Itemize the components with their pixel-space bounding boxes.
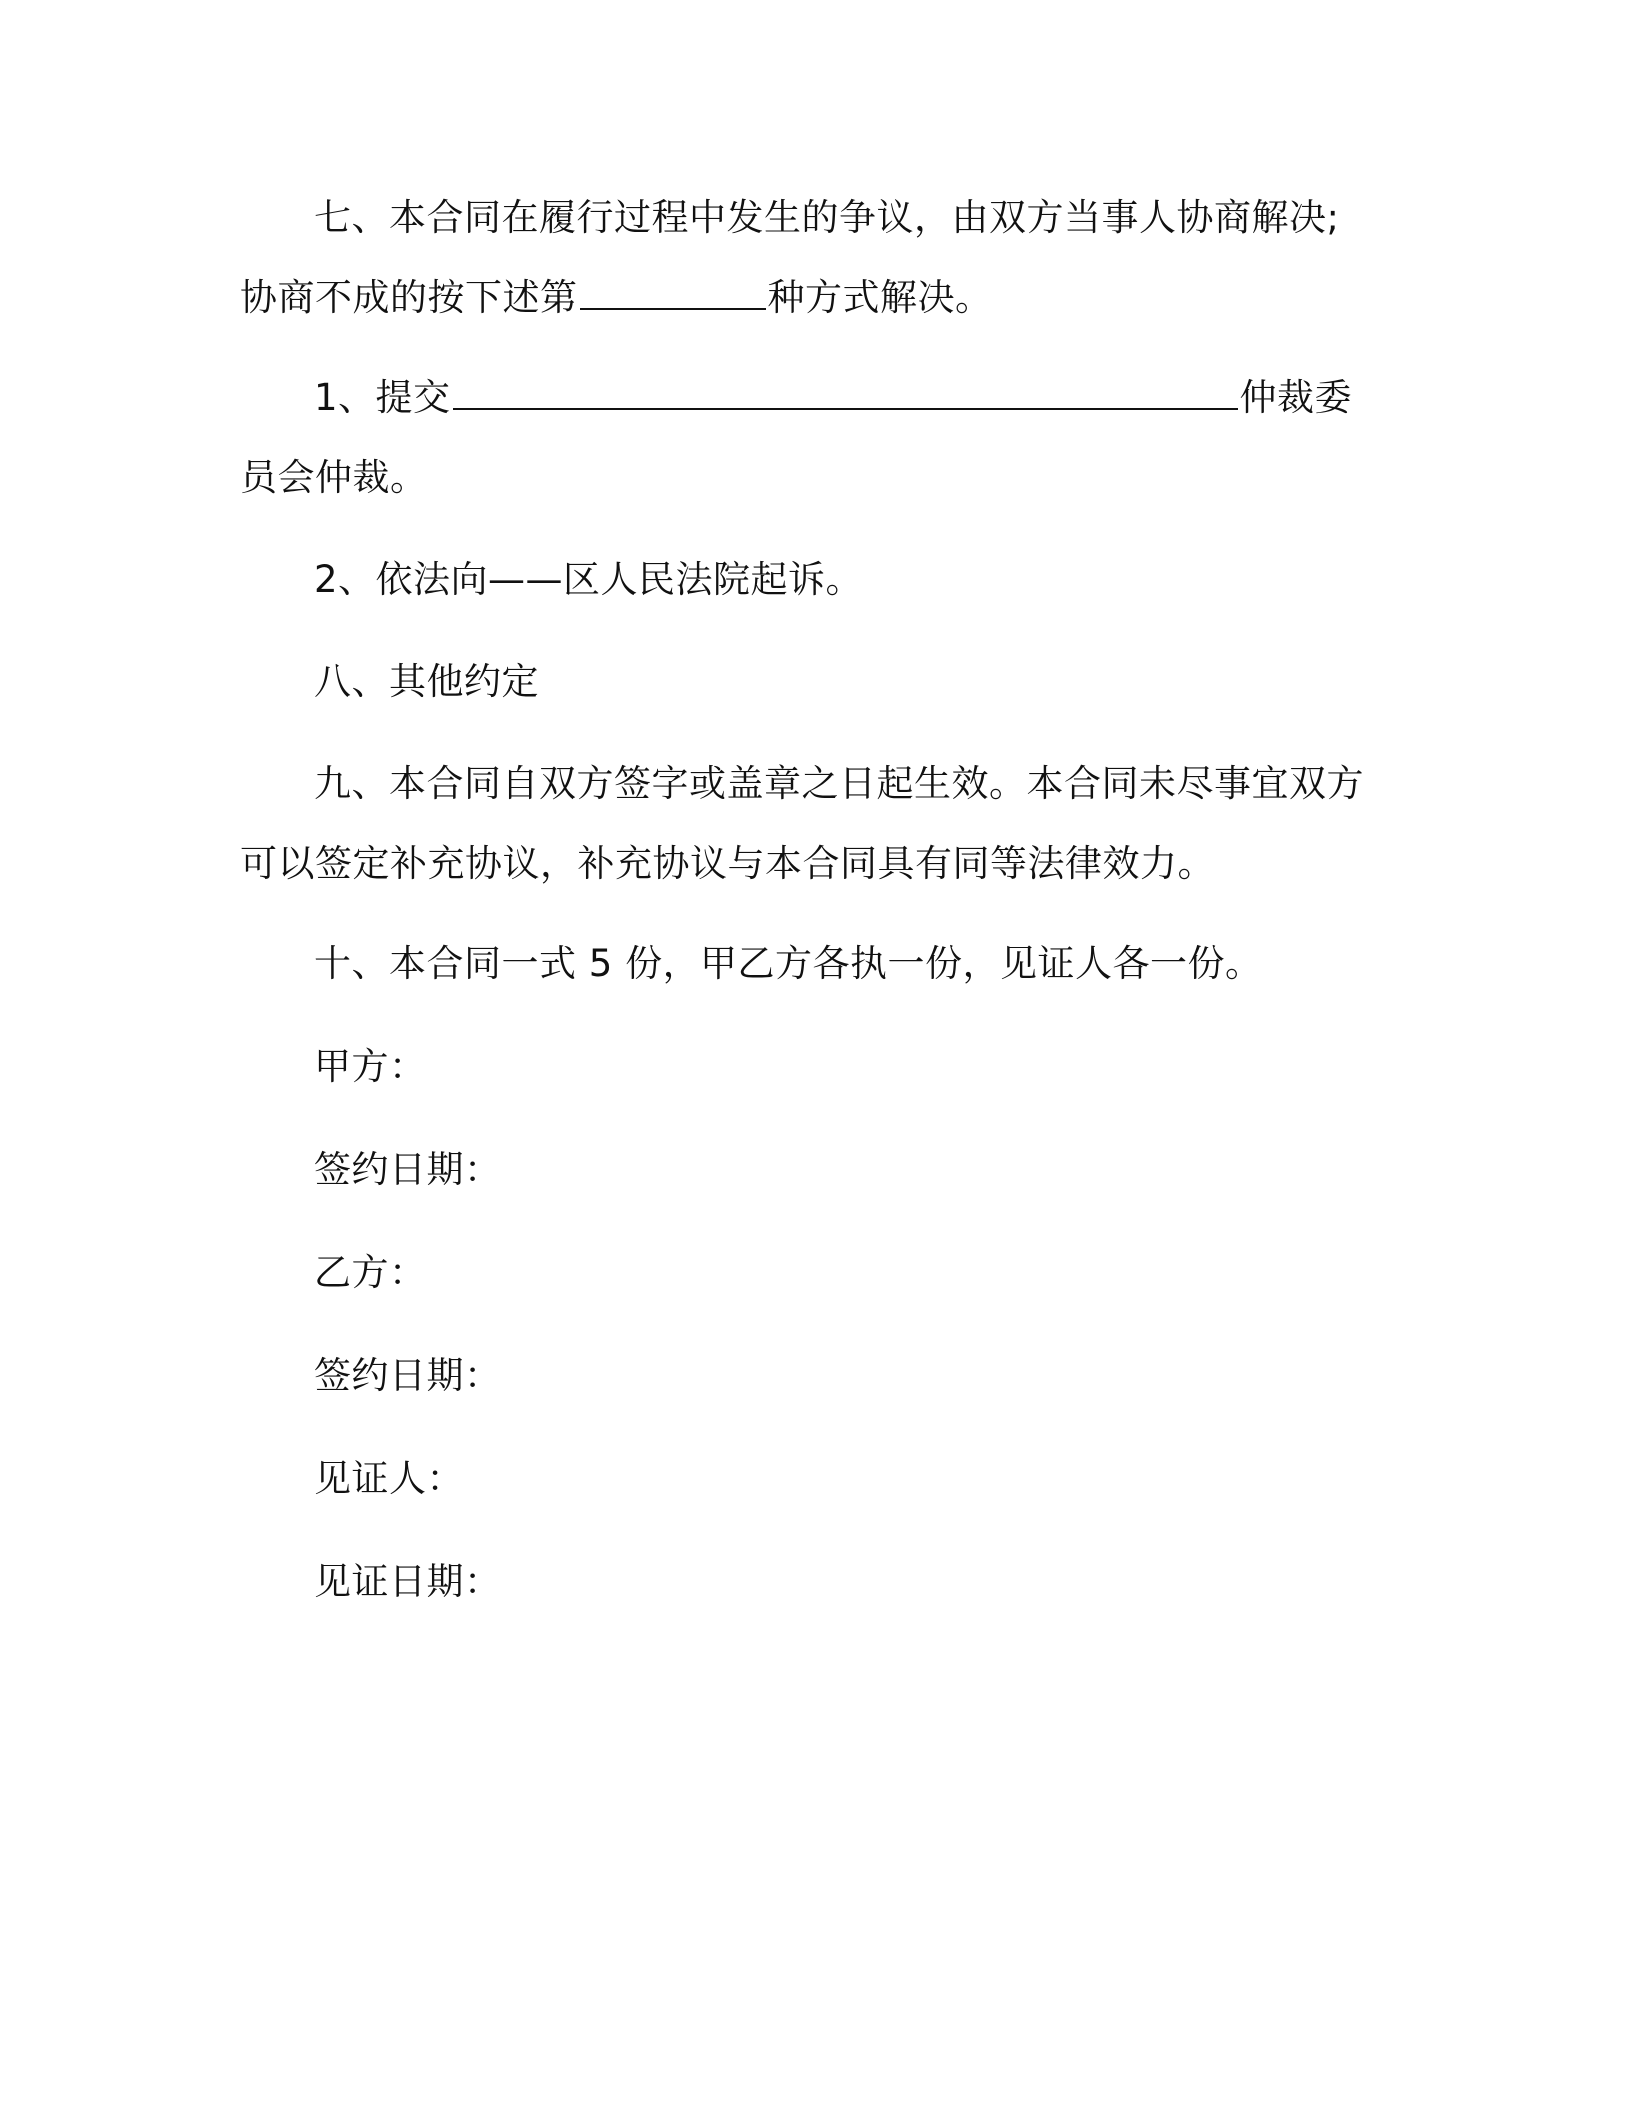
fill-in-blank-arbitration xyxy=(453,374,1238,410)
witness-date-label: 见证日期： xyxy=(314,1560,502,1603)
clause-option-2-text: 2、依法向——区人民法院起诉。 xyxy=(314,558,864,601)
clause-effective-text: 九、本合同自双方签字或盖章之日起生效。本合同未尽事宜双方可以签定补充协议，补充协议与本合同具有同等法律效力。 xyxy=(240,762,1364,885)
party-b-label: 乙方： xyxy=(314,1251,427,1294)
witness-label: 见证人： xyxy=(314,1457,464,1500)
clause-dispute-text-after: 种方式解决。 xyxy=(767,276,993,319)
clause-effective xyxy=(240,744,1370,904)
party-a-label: 甲方： xyxy=(314,1045,427,1088)
clause-dispute-text-before: 七、本合同在履行过程中发生的争议，由双方当事人协商解决;协商不成的按下述第 xyxy=(240,196,1340,319)
clause-copies xyxy=(240,924,1370,1004)
clause-option-1-text-before: 1、提交 xyxy=(314,376,451,419)
party-a-date-label: 签约日期： xyxy=(314,1148,502,1191)
clause-option-2 xyxy=(240,540,1370,620)
party-b-date-label: 签约日期： xyxy=(314,1354,502,1397)
clause-other xyxy=(240,642,1370,722)
clause-dispute xyxy=(240,178,1370,338)
fill-in-blank-method xyxy=(580,274,766,310)
clause-option-1 xyxy=(240,358,1370,518)
clause-other-text: 八、其他约定 xyxy=(314,660,539,703)
clause-copies-text: 十、本合同一式 5 份，甲乙方各执一份，见证人各一份。 xyxy=(314,942,1263,985)
clause-option-1-text-after: 仲裁委员会仲裁。 xyxy=(240,376,1353,499)
